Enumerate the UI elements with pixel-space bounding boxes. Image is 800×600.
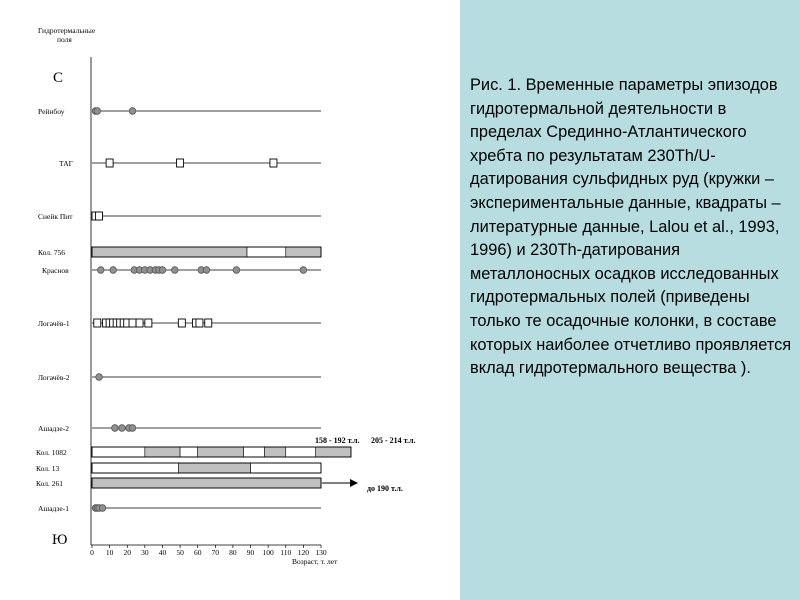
data-point-square (205, 319, 212, 327)
data-point-circle (233, 267, 240, 274)
data-point-circle (94, 108, 101, 115)
bar-segment (243, 447, 264, 457)
bar-segment (286, 247, 321, 257)
data-point-circle (203, 267, 210, 274)
bar-segment (316, 447, 351, 457)
row-ашадзе-1 (38, 504, 321, 513)
x-tick-label: 40 (158, 548, 167, 557)
x-tick-label: 110 (280, 548, 292, 557)
x-tick-label: 30 (141, 548, 149, 557)
x-axis (90, 545, 327, 557)
bar-segment (92, 247, 247, 257)
annotation-label: 205 - 214 т.л. (371, 436, 416, 445)
row-кол-13 (36, 463, 321, 473)
x-tick-label: 70 (211, 548, 220, 557)
data-point-square (270, 159, 277, 167)
x-axis-title: Возраст, т. лет (292, 557, 338, 566)
data-point-circle (112, 425, 119, 432)
data-point-circle (300, 267, 307, 274)
data-point-circle (96, 374, 103, 381)
data-point-square (106, 159, 113, 167)
data-point-circle (119, 425, 126, 432)
caption-panel (460, 0, 800, 600)
chart-rows (36, 107, 351, 513)
data-point-square (136, 319, 143, 327)
row-label: Логачёв-1 (38, 319, 70, 328)
row-кол-1082 (36, 447, 351, 457)
bar-segment (92, 447, 145, 457)
row-краснов (42, 266, 321, 275)
bar-segment (180, 447, 198, 457)
x-tick-label: 50 (176, 548, 184, 557)
row-label: Рейнбоу (38, 107, 65, 116)
row-логачёв-2 (38, 373, 321, 382)
data-point-circle (171, 267, 178, 274)
row-label: Краснов (42, 266, 69, 275)
row-кол-756 (38, 247, 321, 257)
row-логачёв-1 (38, 319, 321, 328)
data-point-circle (159, 267, 166, 274)
annotation-label: до 190 т.л. (367, 484, 403, 493)
data-point-square (129, 319, 136, 327)
row-снейк-пит (38, 212, 321, 221)
south-label: Ю (52, 532, 68, 548)
data-point-square (178, 319, 185, 327)
bar-segment (178, 463, 250, 473)
x-tick-label: 90 (246, 548, 255, 557)
row-label: Ашадзе-2 (38, 424, 69, 433)
annotations (315, 436, 415, 493)
data-point-square (196, 319, 203, 327)
bar-segment (145, 447, 180, 457)
row-рейнбоу (38, 107, 321, 116)
data-point-circle (99, 505, 106, 512)
data-point-square (177, 159, 184, 167)
row-таг (59, 159, 321, 168)
data-point-square (94, 319, 101, 327)
bar-segment (247, 247, 286, 257)
row-кол-261 (36, 478, 321, 488)
bar-segment (251, 463, 321, 473)
annotation-label: 158 - 192 т.л. (315, 436, 360, 445)
bar-segment (265, 447, 286, 457)
y-axis-title-text: Гидротермальные поля (38, 26, 96, 44)
y-axis-title (38, 26, 96, 44)
x-tick-label: 20 (123, 548, 131, 557)
x-tick-label: 120 (297, 548, 310, 557)
row-label: ТАГ (59, 159, 73, 168)
bar-segment (198, 447, 244, 457)
x-tick-label: 60 (193, 548, 202, 557)
row-ашадзе-2 (38, 424, 321, 433)
row-label: Кол. 756 (38, 248, 66, 257)
x-tick-label: 100 (262, 548, 274, 557)
north-label: С (53, 70, 64, 86)
bar-segment (286, 447, 316, 457)
row-label: Снейк Пит (38, 212, 73, 221)
data-point-circle (110, 267, 117, 274)
bar-segment (92, 463, 178, 473)
figure-caption: Рис. 1. Временные параметры эпизодов гидротермальной деятельности в пределах Срединно-Атлантического хребта по результатам 230Th/U-датирования сульфидных руд (кружки – экспериментальные данные, квадраты – литературные данные, Lalou et al., 1993, 1996) и 230Th-датирования металлоносных осадков исследованных гидротермальных полей (приведены только те осадочные колонки, в составе которых наиболее отчетливо проявляется вклад гидротермального вещества ). (470, 76, 792, 378)
row-label: Кол. 261 (36, 479, 64, 488)
data-point-square (145, 319, 152, 327)
data-point-square (96, 212, 103, 220)
row-label: Кол. 13 (36, 464, 60, 473)
arrow-head-icon (350, 479, 358, 487)
data-point-circle (129, 425, 136, 432)
data-point-circle (129, 108, 136, 115)
row-label: Логачёв-2 (38, 373, 70, 382)
x-tick-label: 0 (90, 548, 94, 557)
row-label: Ашадзе-1 (38, 504, 69, 513)
x-tick-label: 80 (229, 548, 237, 557)
x-tick-label: 10 (105, 548, 114, 557)
bar-segment (92, 478, 321, 488)
x-tick-label: 130 (315, 548, 327, 557)
row-label: Кол. 1082 (36, 448, 67, 457)
data-point-circle (98, 267, 105, 274)
